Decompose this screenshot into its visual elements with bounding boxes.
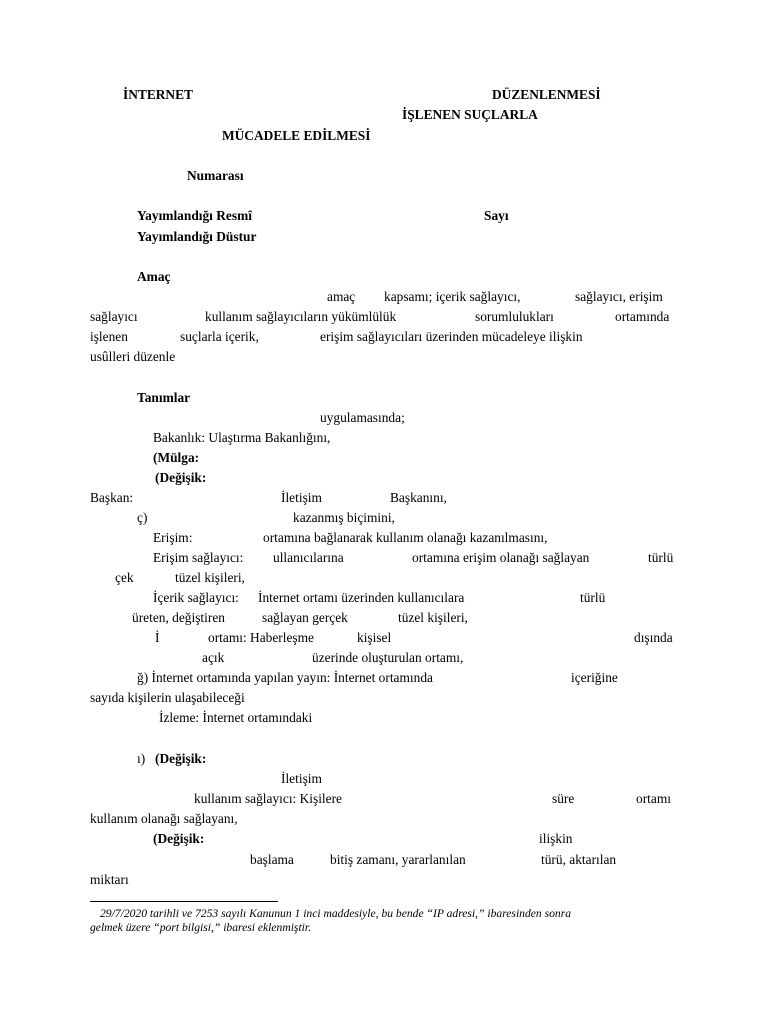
definition-bakanlik: Bakanlık: Ulaştırma Bakanlığını, [153, 430, 331, 445]
official-gazette-label: Yayımlandığı Resmî [137, 208, 252, 223]
text-fragment: ortamına erişim olanağı sağlayan [412, 550, 590, 565]
text-fragment: kullanım olanağı sağlayanı, [90, 811, 238, 826]
text-fragment: usûlleri düzenle [90, 349, 176, 364]
text-fragment: İletişim [281, 490, 322, 505]
text-fragment: İletişim [281, 771, 322, 786]
text-fragment: sağlayıcı, erişim [575, 289, 663, 304]
text-fragment: kişisel [357, 630, 392, 645]
text-fragment: ortamına bağlanarak kullanım olanağı kazanılmasını, [263, 530, 548, 545]
issue-label: Sayı [484, 208, 509, 223]
text-fragment: tüzel kişileri, [398, 610, 468, 625]
text-fragment: ç) [137, 510, 148, 525]
text-fragment: sayıda kişilerin ulaşabileceği [90, 690, 245, 705]
text-fragment: İnternet ortamı üzerinden kullanıcılara [258, 590, 465, 605]
text-fragment: dışında [634, 630, 673, 645]
text-fragment: kazanmış biçimini, [293, 510, 395, 525]
title-word-islenen-suclarla: İŞLENEN SUÇLARLA [402, 107, 538, 122]
text-fragment: türü, aktarılan [541, 852, 617, 867]
text-fragment: ortamı: Haberleşme [208, 630, 314, 645]
text-fragment: bitiş zamanı, yararlanılan [330, 852, 466, 867]
text-fragment: İçerik sağlayıcı: [153, 590, 239, 605]
text-fragment: miktarı [90, 872, 129, 887]
text-fragment: süre [552, 791, 575, 806]
text-fragment: üreten, değiştiren [132, 610, 225, 625]
text-fragment: ullanıcılarına [273, 550, 344, 565]
text-fragment: Başkan: [90, 490, 134, 505]
text-fragment: İzleme: İnternet ortamındaki [159, 710, 313, 725]
footnote-separator [90, 901, 278, 902]
text-fragment: ı) [137, 751, 146, 766]
footnote: 29/7/2020 tarihli ve 7253 sayılı Kanunun 1 inci maddesiyle, bu bende “IP adresi,” ibaresinden sonra gelmek üzere “port bilgisi,” ibaresi eklenmiştir. [90, 907, 572, 934]
text-fragment: kullanım sağlayıcı: Kişilere [194, 791, 343, 806]
repealed-marker: (Mülga: [153, 450, 200, 465]
text-fragment: başlama [250, 852, 294, 867]
text-fragment: türlü [580, 590, 606, 605]
text-fragment: suçlarla içerik, [180, 329, 259, 344]
text-fragment: kapsamı; içerik sağlayıcı, [384, 289, 521, 304]
text-fragment: üzerinde oluşturulan ortamı, [312, 650, 464, 665]
text-fragment: Erişim: [153, 530, 193, 545]
section-heading-tanimlar: Tanımlar [137, 390, 191, 405]
text-fragment: amaç [327, 289, 356, 304]
section-heading-amac: Amaç [137, 269, 171, 284]
title-word-mucadele-edilmesi: MÜCADELE EDİLMESİ [222, 128, 371, 143]
text-fragment: İ [155, 630, 160, 645]
text-fragment: tüzel kişileri, [175, 570, 245, 585]
text-fragment: ortamı [636, 791, 671, 806]
dustur-label: Yayımlandığı Düstur [137, 229, 257, 244]
title-word-duzenlenmesi: DÜZENLENMESİ [492, 87, 601, 102]
text-fragment: sağlayan gerçek [262, 610, 348, 625]
text-fragment: içeriğine [571, 670, 618, 685]
amended-marker: (Değişik: [155, 470, 207, 485]
text-fragment: sağlayıcı [90, 309, 138, 324]
amended-marker: (Değişik: [153, 831, 205, 846]
text-fragment: Erişim sağlayıcı: [153, 550, 244, 565]
text-fragment: ğ) İnternet ortamında yapılan yayın: İnternet ortamında [137, 670, 433, 685]
text-fragment: türlü [648, 550, 674, 565]
title-word-internet: İNTERNET [123, 87, 193, 102]
text-fragment: sorumlulukları [475, 309, 554, 324]
text-fragment: işlenen [90, 329, 128, 344]
amended-marker: (Değişik: [155, 751, 207, 766]
text-fragment: ortamında [615, 309, 670, 324]
text-fragment: çek [115, 570, 134, 585]
text-fragment: açık [202, 650, 225, 665]
text-fragment: kullanım sağlayıcıların yükümlülük [205, 309, 397, 324]
text-fragment: ilişkin [539, 831, 573, 846]
text-fragment: erişim sağlayıcıları üzerinden mücadeleye ilişkin [320, 329, 583, 344]
law-number-label: Numarası [187, 168, 244, 183]
text-fragment: uygulamasında; [320, 410, 405, 425]
text-fragment: Başkanını, [390, 490, 447, 505]
